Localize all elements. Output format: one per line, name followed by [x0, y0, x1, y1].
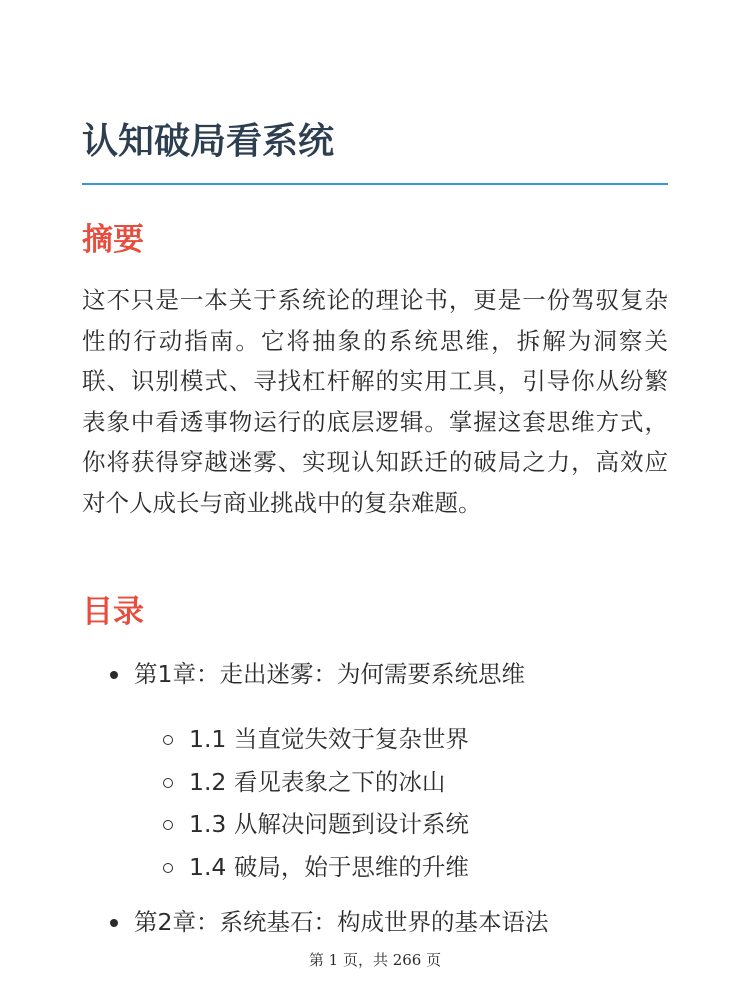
table-of-contents — [82, 654, 668, 942]
page-number-footer: 第 1 页，共 266 页 — [308, 951, 442, 969]
title-divider — [82, 183, 668, 185]
toc-section-1-2 — [134, 761, 668, 804]
toc-chapter-title: 第2章：系统基石：构成世界的基本语法 — [134, 908, 549, 936]
bullet-disc-icon — [110, 671, 118, 679]
summary-paragraph: 这不只是一本关于系统论的理论书，更是一份驾驭复杂性的行动指南。它将抽象的系统思维，拆解为洞察关联、识别模式、寻找杠杆解的实用工具，引导你从纷繁表象中看透事物运行的底层逻辑。掌握这套思维方式，你将获得穿越迷雾、实现认知跃迁的破局之力，高效应对个人成长与商业挑战中的复杂难题。 — [82, 286, 668, 517]
summary-heading: 摘要 — [82, 222, 144, 258]
toc-section-1-3 — [134, 803, 668, 846]
bullet-circle-icon — [163, 778, 173, 788]
book-title: 认知破局看系统 — [82, 121, 335, 162]
toc-section-title: 1.3 从解决问题到设计系统 — [189, 810, 469, 838]
toc-heading: 目录 — [82, 594, 144, 630]
toc-section-title: 1.4 破局，始于思维的升维 — [189, 852, 469, 881]
bullet-circle-icon — [163, 863, 173, 873]
toc-chapter-title: 第1章：走出迷雾：为何需要系统思维 — [134, 660, 525, 688]
bullet-disc-icon — [110, 919, 118, 927]
toc-chapter-1-sections — [134, 718, 668, 888]
toc-chapter-1 — [82, 654, 668, 888]
toc-section-title: 1.2 看见表象之下的冰山 — [189, 767, 446, 796]
toc-section-1-4 — [134, 846, 668, 889]
toc-section-1-1 — [134, 718, 668, 761]
bullet-circle-icon — [163, 735, 173, 745]
toc-chapter-2 — [82, 902, 668, 942]
toc-section-title: 1.1 当直觉失效于复杂世界 — [189, 725, 469, 753]
bullet-circle-icon — [163, 820, 173, 830]
